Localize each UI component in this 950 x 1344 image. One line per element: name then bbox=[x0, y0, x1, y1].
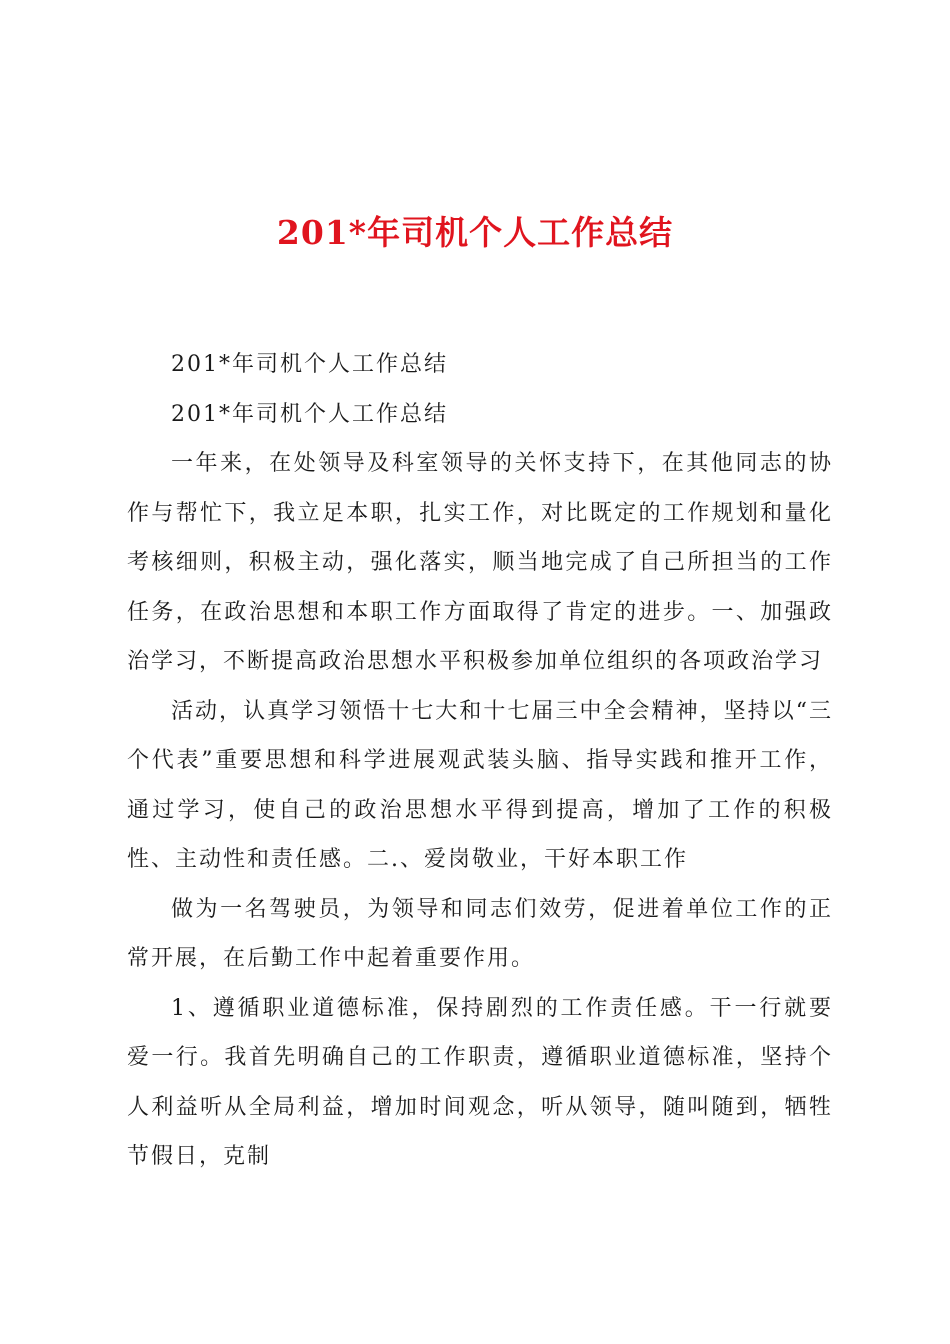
paragraph: 做为一名驾驶员，为领导和同志们效劳，促进着单位工作的正常开展，在后勤工作中起着重要作用。 bbox=[127, 896, 833, 971]
paragraph: 一年来，在处领导及科室领导的关怀支持下，在其他同志的协作与帮忙下，我立足本职，扎实工作，对比既定的工作规划和量化考核细则，积极主动，强化落实，顺当地完成了自己所担当的工作任务，在政治思想和本职工作方面取得了肯定的进步。一、加强政治学习，不断提高政治思想水平积极参加单位组织的各项政治学习 bbox=[127, 451, 833, 674]
paragraph: 活动，认真学习领悟十七大和十七届三中全会精神，坚持以“三个代表”重要思想和科学进展观武装头脑、指导实践和推开工作，通过学习，使自己的政治思想水平得到提高，增加了工作的积极性、主动性和责任感。二.、爱岗敬业，干好本职工作 bbox=[127, 698, 833, 872]
paragraph: 201*年司机个人工作总结 bbox=[171, 352, 448, 377]
document-title: 201*年司机个人工作总结 bbox=[276, 213, 674, 252]
paragraph: 1、遵循职业道德标准，保持剧烈的工作责任感。干一行就要爱一行。我首先明确自己的工作职责，遵循职业道德标准，坚持个人利益听从全局利益，增加时间观念，听从领导，随叫随到，牺牲节假日，克制 bbox=[127, 995, 833, 1169]
paragraph: 201*年司机个人工作总结 bbox=[171, 401, 448, 427]
document-body bbox=[127, 340, 833, 1182]
